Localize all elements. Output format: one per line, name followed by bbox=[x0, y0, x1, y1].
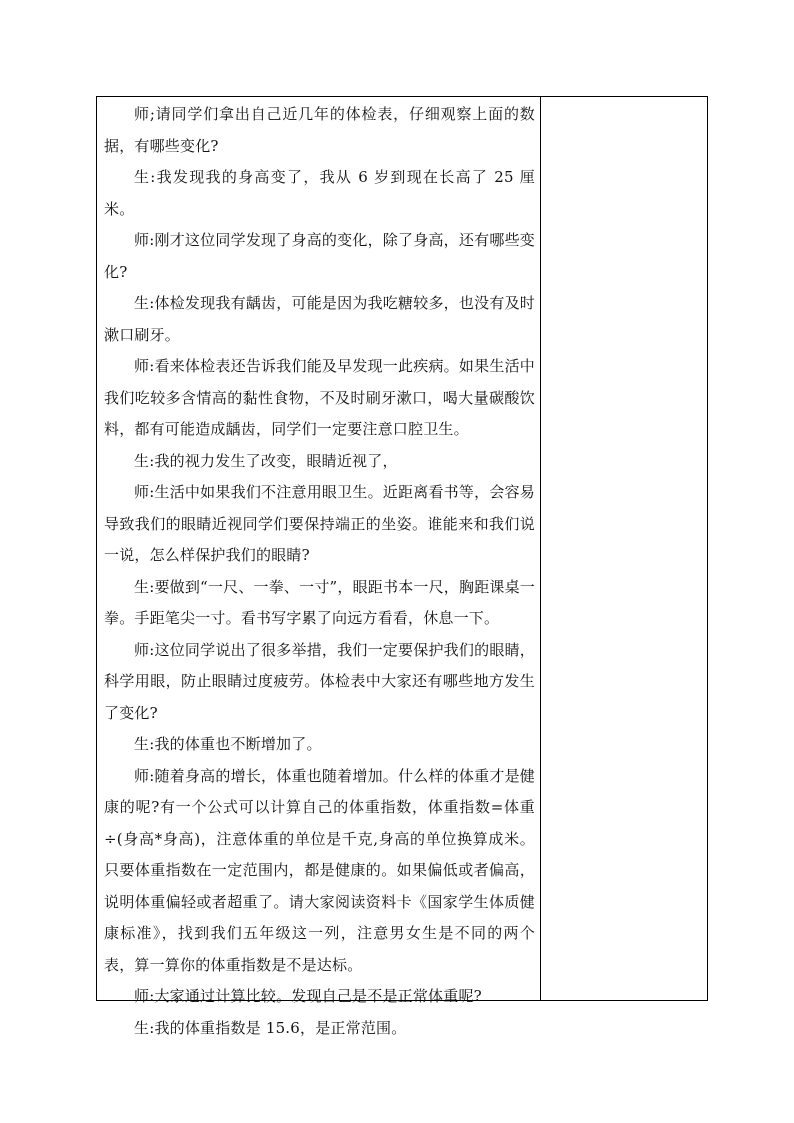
paragraph-9: 师:这位同学说出了很多举措，我们一定要保护我们的眼睛，科学用眼，防止眼睛过度疲劳。体检表中大家还有哪些地方发生了变化? bbox=[104, 640, 535, 722]
paragraph-7: 师:生活中如果我们不注意用眼卫生。近距离看书等，会容易导致我们的眼睛近视同学们要保持端正的坐姿。谁能来和我们说一说，怎么样保护我们的眼睛? bbox=[104, 483, 535, 564]
paragraph-10: 生:我的体重也不断增加了。 bbox=[134, 735, 322, 753]
paragraph-6: 生:我的视力发生了改变，眼睛近视了， bbox=[134, 451, 398, 470]
dialogue-text bbox=[104, 99, 535, 1044]
notes-cell bbox=[541, 97, 707, 1000]
paragraph-4: 生:体检发现我有龋齿，可能是因为我吃糖较多，也没有及时漱口刷牙。 bbox=[104, 294, 535, 344]
paragraph-3: 师:刚才这位同学发现了身高的变化，除了身高，还有哪些变化? bbox=[104, 231, 535, 281]
paragraph-13: 生:我的体重指数是 15.6，是正常范围。 bbox=[134, 1018, 407, 1037]
paragraph-11: 师:随着身高的增长，体重也随着增加。什么样的体重才是健康的呢?有一个公式可以计算自己的体重指数，体重指数=体重÷(身高*身高)，注意体重的单位是千克,身高的单位换算成米。只要体重指数在一定范围内，都是健康的。如果偏低或者偏高，说明体重偏轻或者超重了。请大家阅读资料卡《国家学生体质健康标准》，找到我们五年级这一列，注意男女生是不同的两个表，算一算你的体重指数是不是达标。 bbox=[104, 766, 535, 974]
paragraph-12: 师:大家通过计算比较。发现自己是不是正常体重呢? bbox=[134, 987, 482, 1005]
lesson-table bbox=[96, 96, 708, 1037]
paragraph-1: 师;请同学们拿出自己近几年的体检表，仔细观察上面的数据，有哪些变化? bbox=[104, 105, 535, 155]
paragraph-5: 师:看来体检表还告诉我们能及早发现一此疾病。如果生活中我们吃较多含情高的黏性食物，不及时刷牙漱口，喝大量碳酸饮料，都有可能造成龋齿，同学们一定要注意口腔卫生。 bbox=[104, 357, 535, 438]
paragraph-2: 生:我发现我的身高变了，我从 6 岁到现在长高了 25 厘米。 bbox=[104, 168, 535, 218]
paragraph-8: 生:要做到“一尺、一拳、一寸”，眼距书本一尺，胸距课桌一拳。手距笔尖一寸。看书写字累了向远方看看，休息一下。 bbox=[104, 577, 535, 627]
lesson-content-cell bbox=[97, 97, 540, 1037]
